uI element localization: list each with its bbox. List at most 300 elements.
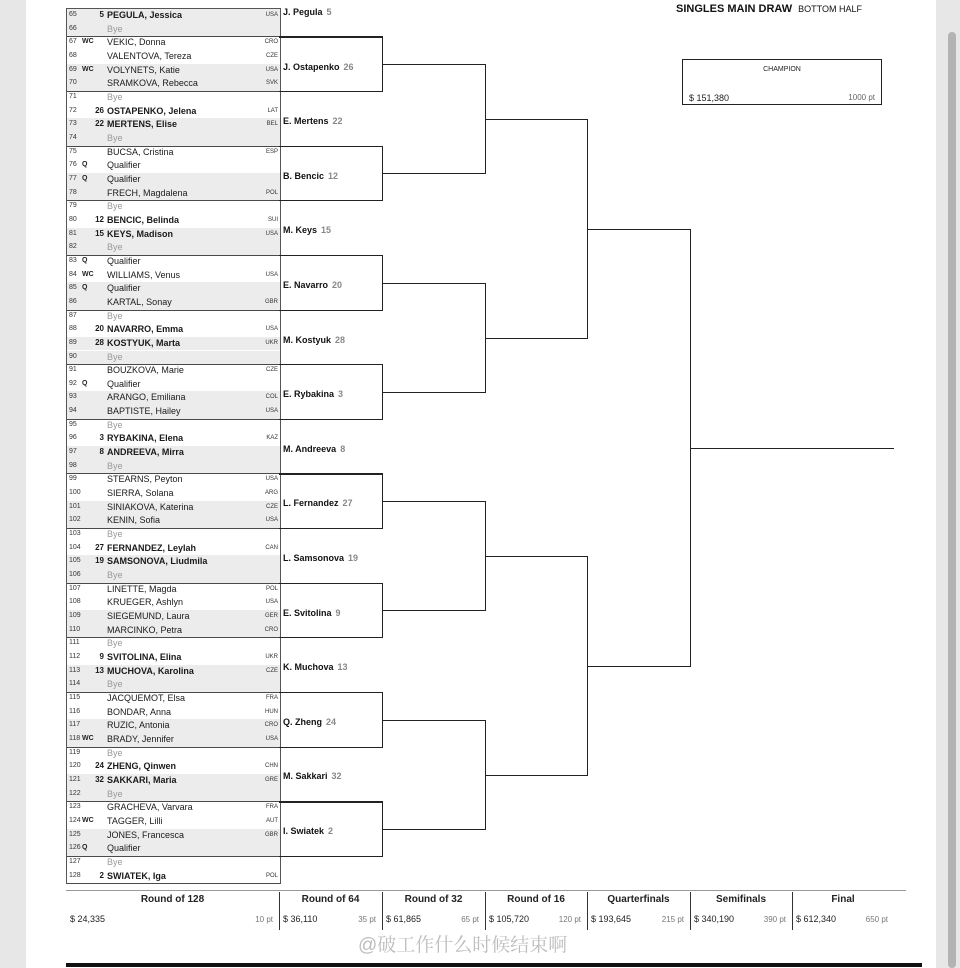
entry-number: 118 <box>69 734 81 742</box>
entry-country: CRO <box>264 722 278 729</box>
entry-number: 122 <box>69 789 81 797</box>
entry-number: 79 <box>69 202 77 210</box>
entry-country: USA <box>265 735 278 742</box>
champion-box <box>682 59 882 105</box>
entry-status: WC <box>82 734 94 742</box>
entry-country: USA <box>265 230 278 237</box>
entry-seed: 22 <box>95 119 104 129</box>
draw-entry <box>67 364 280 378</box>
entry-country: CAN <box>265 544 278 551</box>
footer-separator <box>66 890 906 891</box>
draw-entry <box>67 64 280 78</box>
entry-number: 114 <box>69 680 81 688</box>
advancer-seed: 8 <box>340 443 346 454</box>
advancer-name: J. Ostapenko <box>283 61 340 72</box>
advancer-name: E. Svitolina <box>283 607 332 618</box>
draw-entry <box>67 187 280 202</box>
entry-status: Q <box>82 844 88 852</box>
entry-number: 76 <box>69 161 77 169</box>
entry-name: VOLYNETS, Katie <box>107 64 180 75</box>
entry-number: 120 <box>69 762 81 770</box>
r64-connector-line <box>279 583 382 584</box>
entry-number: 80 <box>69 215 77 223</box>
r16-out-line <box>485 775 587 776</box>
advancer-seed: 24 <box>326 716 337 727</box>
entry-name: Bye <box>107 638 123 649</box>
entry-country: POL <box>265 189 278 196</box>
r16-out-line <box>485 338 587 339</box>
entry-name: Bye <box>107 679 123 690</box>
entry-number: 121 <box>69 775 81 783</box>
entry-number: 123 <box>69 803 81 811</box>
entry-country: CRO <box>264 626 278 633</box>
entry-seed: 13 <box>95 665 104 675</box>
draw-entry <box>67 378 280 393</box>
entry-number: 82 <box>69 243 77 251</box>
entry-status: WC <box>82 270 94 278</box>
draw-title: SINGLES MAIN DRAW <box>676 3 793 15</box>
draw-entry <box>67 856 280 870</box>
draw-entry <box>67 9 280 23</box>
entry-country: ARG <box>264 490 278 497</box>
sf-out-line <box>690 448 792 449</box>
draw-entry <box>67 241 280 256</box>
entry-number: 72 <box>69 106 77 114</box>
round-prize: $ 612,340 <box>796 914 837 924</box>
advancer-seed: 2 <box>328 826 334 836</box>
entry-name: KOSTYUK, Marta <box>107 337 181 348</box>
r64-connector-line <box>279 146 382 147</box>
draw-entry <box>67 391 280 405</box>
entry-name: BENCIC, Belinda <box>107 214 180 225</box>
round-points: 215 pt <box>661 915 684 924</box>
advancer-seed: 15 <box>321 225 332 236</box>
round-divider <box>279 892 280 930</box>
draw-entry <box>67 637 280 651</box>
r64-slot-line <box>279 747 382 748</box>
advancer-name: I. Swiatek <box>283 826 325 836</box>
draw-entry <box>67 733 280 748</box>
entry-number: 95 <box>69 420 77 428</box>
entry-name: KEYS, Madison <box>107 228 174 239</box>
draw-entry <box>67 815 280 830</box>
entry-seed: 28 <box>95 337 104 347</box>
advancer-seed: 27 <box>342 498 353 509</box>
draw-entry <box>67 351 280 366</box>
draw-entry <box>67 788 280 803</box>
entry-seed: 32 <box>95 774 104 784</box>
entry-name: TAGGER, Lilli <box>107 815 163 826</box>
footer-rule <box>66 963 922 967</box>
entry-name: JACQUEMOT, Elsa <box>107 693 186 703</box>
r64-advancer <box>283 335 345 345</box>
entry-country: USA <box>265 476 278 483</box>
r64-slot-line <box>279 856 382 857</box>
entry-number: 116 <box>69 707 81 715</box>
advancer-seed: 20 <box>332 280 343 290</box>
round-divider <box>587 892 588 930</box>
advancer-seed: 9 <box>335 607 341 618</box>
entry-country: USA <box>265 271 278 278</box>
entry-seed: 20 <box>95 324 104 334</box>
round-points: 120 pt <box>558 915 581 924</box>
advancer-name: M. Keys <box>283 225 318 236</box>
advancer-name: M. Kostyuk <box>283 334 332 345</box>
entry-country: BEL <box>266 121 278 128</box>
entry-name: ARANGO, Emiliana <box>107 392 186 403</box>
entry-country: CHN <box>265 763 278 770</box>
entry-seed: 5 <box>99 10 104 19</box>
entry-country: CZE <box>266 367 278 374</box>
draw-entry <box>67 323 280 338</box>
entry-name: BRADY, Jennifer <box>107 733 174 744</box>
entry-number: 85 <box>69 284 77 292</box>
r64-slot-line <box>279 419 382 420</box>
round-divider <box>792 892 793 930</box>
r64-slot-line <box>279 528 382 529</box>
entry-number: 66 <box>69 24 77 32</box>
advancer-name: L. Fernandez <box>283 498 339 509</box>
round-label: Round of 128 <box>140 894 205 905</box>
draw-entry <box>67 719 280 733</box>
entry-seed: 9 <box>99 652 104 662</box>
round-prize: $ 340,190 <box>694 914 735 924</box>
entry-name: RYBAKINA, Elena <box>107 433 184 444</box>
entry-number: 94 <box>69 407 77 415</box>
entry-number: 104 <box>69 543 81 551</box>
entry-country: USA <box>265 12 278 18</box>
entry-seed: 3 <box>99 433 104 443</box>
round-prize: $ 193,645 <box>591 914 632 924</box>
entry-number: 96 <box>69 434 77 442</box>
entry-name: Bye <box>107 747 123 758</box>
entry-number: 69 <box>69 65 77 73</box>
entry-seed: 8 <box>99 447 104 457</box>
entry-country: USA <box>265 517 278 524</box>
r32-out-line <box>382 173 485 174</box>
draw-entry <box>67 214 280 229</box>
entry-country: GRE <box>264 776 278 783</box>
entry-name: SIERRA, Solana <box>107 488 174 499</box>
draw-entry <box>67 173 280 187</box>
entry-name: STEARNS, Peyton <box>107 474 183 485</box>
entry-country: POL <box>265 585 278 592</box>
draw-entry <box>67 528 280 542</box>
entry-number: 93 <box>69 393 77 401</box>
draw-entry <box>67 555 280 569</box>
entry-number: 75 <box>69 147 77 155</box>
draw-entry <box>67 419 280 433</box>
entry-status: Q <box>82 174 88 182</box>
entry-country: CZE <box>266 667 278 674</box>
round-points: 10 pt <box>255 915 273 924</box>
round-prize: $ 105,720 <box>489 914 530 924</box>
advancer-name: M. Andreeva <box>283 443 337 454</box>
entry-country: CZE <box>266 52 278 59</box>
entry-name: GRACHEVA, Varvara <box>107 802 193 813</box>
round-divider <box>485 892 486 930</box>
entry-country: GER <box>264 613 278 620</box>
entry-number: 70 <box>69 79 77 87</box>
draw-entry <box>67 269 280 284</box>
draw-entry <box>67 23 280 38</box>
entry-number: 71 <box>69 92 77 100</box>
round-points: 650 pt <box>865 915 888 924</box>
entry-name: Qualifier <box>107 283 141 294</box>
entry-seed: 27 <box>95 542 104 552</box>
advancer-seed: 32 <box>331 771 342 782</box>
entry-name: SAKKARI, Maria <box>107 774 177 785</box>
qf-out-line <box>587 229 690 230</box>
draw-entry <box>67 870 280 885</box>
entry-number: 88 <box>69 325 77 333</box>
watermark-text: @破工作什么时候结束啊 <box>358 935 568 956</box>
r16-out-line <box>485 556 587 557</box>
entry-seed: 15 <box>95 228 104 238</box>
r64-advancer <box>283 62 354 72</box>
r32-out-line <box>382 501 485 502</box>
r32-out-line <box>382 829 485 830</box>
entry-name: FRECH, Magdalena <box>107 187 188 198</box>
round-prize: $ 24,335 <box>70 914 106 924</box>
advancer-seed: 26 <box>343 61 354 72</box>
entry-number: 84 <box>69 270 77 278</box>
entry-country: FRA <box>266 804 278 811</box>
entry-number: 89 <box>69 338 77 346</box>
r64-advancer <box>283 389 343 399</box>
draw-entry <box>67 228 280 242</box>
draw-entry <box>67 146 280 160</box>
entry-country: UKR <box>265 654 278 661</box>
r64-connector-line <box>279 364 382 365</box>
entry-country: USA <box>265 599 278 606</box>
draw-sheet <box>26 0 936 968</box>
draw-entry <box>67 678 280 693</box>
r64-advancer <box>283 116 343 126</box>
r32-out-line <box>382 64 485 65</box>
entry-name: Qualifier <box>107 843 141 854</box>
r32-out-line <box>382 283 485 284</box>
advancer-seed: 5 <box>326 7 332 17</box>
draw-entry <box>67 665 280 679</box>
entry-number: 87 <box>69 311 77 319</box>
draw-entry <box>67 514 280 529</box>
entry-country: HUN <box>265 708 278 715</box>
draw-entry <box>67 132 280 147</box>
entry-country: USA <box>265 326 278 333</box>
entry-name: MERTENS, Elise <box>107 119 178 130</box>
entry-name: SAMSONOVA, Liudmila <box>107 556 208 567</box>
draw-entry <box>67 487 280 502</box>
advancer-seed: 3 <box>338 389 344 400</box>
r64-advancer <box>283 553 358 563</box>
r32-out-line <box>382 720 485 721</box>
entry-number: 107 <box>69 584 81 592</box>
entry-name: SINIAKOVA, Katerina <box>107 501 194 512</box>
r64-advancer <box>283 608 341 618</box>
entry-number: 109 <box>69 612 81 620</box>
r64-connector-line <box>279 474 382 475</box>
r64-connector-line <box>279 692 382 693</box>
entry-number: 111 <box>69 639 80 647</box>
entry-number: 68 <box>69 51 77 59</box>
r64-connector-line <box>279 37 382 38</box>
advancer-name: E. Mertens <box>283 116 329 127</box>
entry-name: SRAMKOVA, Rebecca <box>107 78 198 89</box>
r64-advancer <box>283 225 331 235</box>
draw-entry <box>67 105 280 120</box>
entry-number: 127 <box>69 857 81 865</box>
entry-number: 101 <box>69 502 81 510</box>
draw-entry <box>67 296 280 311</box>
advancer-name: K. Muchova <box>283 662 334 673</box>
entry-name: ZHENG, Qinwen <box>107 761 177 772</box>
entry-status: WC <box>82 38 94 46</box>
entry-name: Bye <box>107 570 123 581</box>
r64-advancer <box>283 498 353 508</box>
entry-number: 73 <box>69 120 77 128</box>
entry-number: 97 <box>69 448 77 456</box>
round-label: Quarterfinals <box>607 894 670 905</box>
r32-out-line <box>382 610 485 611</box>
r16-out-line <box>485 119 587 120</box>
draw-entry <box>67 583 280 597</box>
draw-entry <box>67 200 280 214</box>
entry-country: POL <box>265 872 278 879</box>
entry-name: Bye <box>107 529 123 540</box>
advancer-seed: 12 <box>328 170 339 181</box>
entry-name: SIEGEMUND, Laura <box>107 611 190 622</box>
entry-name: KRUEGER, Ashlyn <box>107 597 184 608</box>
entry-number: 113 <box>69 666 81 674</box>
entry-name: WILLIAMS, Venus <box>107 269 181 280</box>
entry-number: 110 <box>69 625 81 633</box>
r64-slot-line <box>279 310 382 311</box>
advancer-name: Q. Zheng <box>283 716 322 727</box>
draw-entry <box>67 542 280 557</box>
entry-name: Bye <box>107 201 123 212</box>
entry-number: 125 <box>69 830 81 838</box>
entry-name: Bye <box>107 132 123 143</box>
draw-entry <box>67 50 280 65</box>
entry-country: SVK <box>265 80 278 87</box>
entry-name: Bye <box>107 419 123 430</box>
draw-entry <box>67 706 280 721</box>
r64-advancer <box>283 826 333 836</box>
advancer-seed: 13 <box>337 662 348 673</box>
draw-entry <box>67 624 280 639</box>
draw-entry <box>67 610 280 624</box>
entry-number: 65 <box>69 11 77 18</box>
entry-name: SVITOLINA, Elina <box>107 652 182 663</box>
entry-number: 106 <box>69 571 81 579</box>
entry-number: 90 <box>69 352 77 360</box>
draw-entry <box>67 310 280 324</box>
entry-country: GBR <box>264 831 278 838</box>
entry-country: LAT <box>267 107 278 114</box>
entry-name: BOUZKOVA, Marie <box>107 365 184 376</box>
entry-status: Q <box>82 161 88 169</box>
r64-connector-line <box>279 255 382 256</box>
entry-number: 98 <box>69 461 77 469</box>
entry-name: MUCHOVA, Karolina <box>107 665 194 676</box>
draw-entry <box>67 405 280 420</box>
entry-name: Bye <box>107 23 123 34</box>
entry-country: UKR <box>265 339 278 346</box>
round-points: 65 pt <box>461 915 479 924</box>
entry-name: VALENTOVA, Tereza <box>107 50 192 61</box>
entry-seed: 12 <box>95 214 104 224</box>
r64-slot-line <box>279 637 382 638</box>
entry-number: 124 <box>69 816 81 824</box>
entry-name: FERNANDEZ, Leylah <box>107 542 197 553</box>
entry-country: SUI <box>267 216 278 223</box>
entry-seed: 26 <box>95 105 104 115</box>
entry-name: BONDAR, Anna <box>107 706 172 717</box>
draw-entry <box>67 760 280 775</box>
advancer-name: L. Samsonova <box>283 553 345 563</box>
r64-slot-line <box>279 91 382 92</box>
draw-entry <box>67 432 280 447</box>
entry-seed: 24 <box>95 761 104 771</box>
r64-advancer <box>283 771 342 781</box>
entry-number: 117 <box>69 721 81 729</box>
entry-number: 67 <box>69 38 77 46</box>
draw-entry <box>67 774 280 788</box>
advancer-name: E. Navarro <box>283 280 329 290</box>
entry-name: KENIN, Sofia <box>107 515 161 526</box>
draw-entry <box>67 651 280 666</box>
round-divider <box>382 892 383 930</box>
entry-number: 92 <box>69 379 77 387</box>
r64-advancer <box>283 717 336 727</box>
draw-entry <box>67 255 280 269</box>
final-out-line <box>792 448 894 449</box>
draw-entry <box>67 692 280 706</box>
scrollbar-thumb[interactable] <box>948 32 956 968</box>
r32-out-line <box>382 392 485 393</box>
draw-entry <box>67 801 280 815</box>
entry-number: 83 <box>69 256 77 264</box>
draw-entry <box>67 747 280 761</box>
entry-number: 91 <box>69 366 77 374</box>
draw-entry <box>67 446 280 460</box>
entry-name: OSTAPENKO, Jelena <box>107 105 197 116</box>
entry-number: 100 <box>69 489 81 497</box>
entry-name: JONES, Francesca <box>107 829 185 840</box>
round-of-128-list <box>66 8 281 884</box>
round-points: 390 pt <box>763 915 786 924</box>
advancer-name: M. Sakkari <box>283 771 328 782</box>
page-title <box>676 3 862 15</box>
round-divider <box>690 892 691 930</box>
entry-status: Q <box>82 256 88 264</box>
entry-status: WC <box>82 816 94 824</box>
entry-number: 102 <box>69 516 81 524</box>
draw-entry <box>67 337 280 351</box>
entry-status: Q <box>82 284 88 292</box>
r64-slot-line <box>279 200 382 201</box>
entry-name: VEKIC, Donna <box>107 37 166 48</box>
entry-seed: 2 <box>99 870 104 880</box>
entry-country: KAZ <box>266 435 278 442</box>
entry-name: LINETTE, Magda <box>107 583 177 594</box>
round-label: Round of 16 <box>507 894 565 905</box>
round-points: 35 pt <box>358 915 376 924</box>
entry-number: 108 <box>69 598 81 606</box>
draw-entry <box>67 829 280 843</box>
entry-number: 74 <box>69 133 77 141</box>
